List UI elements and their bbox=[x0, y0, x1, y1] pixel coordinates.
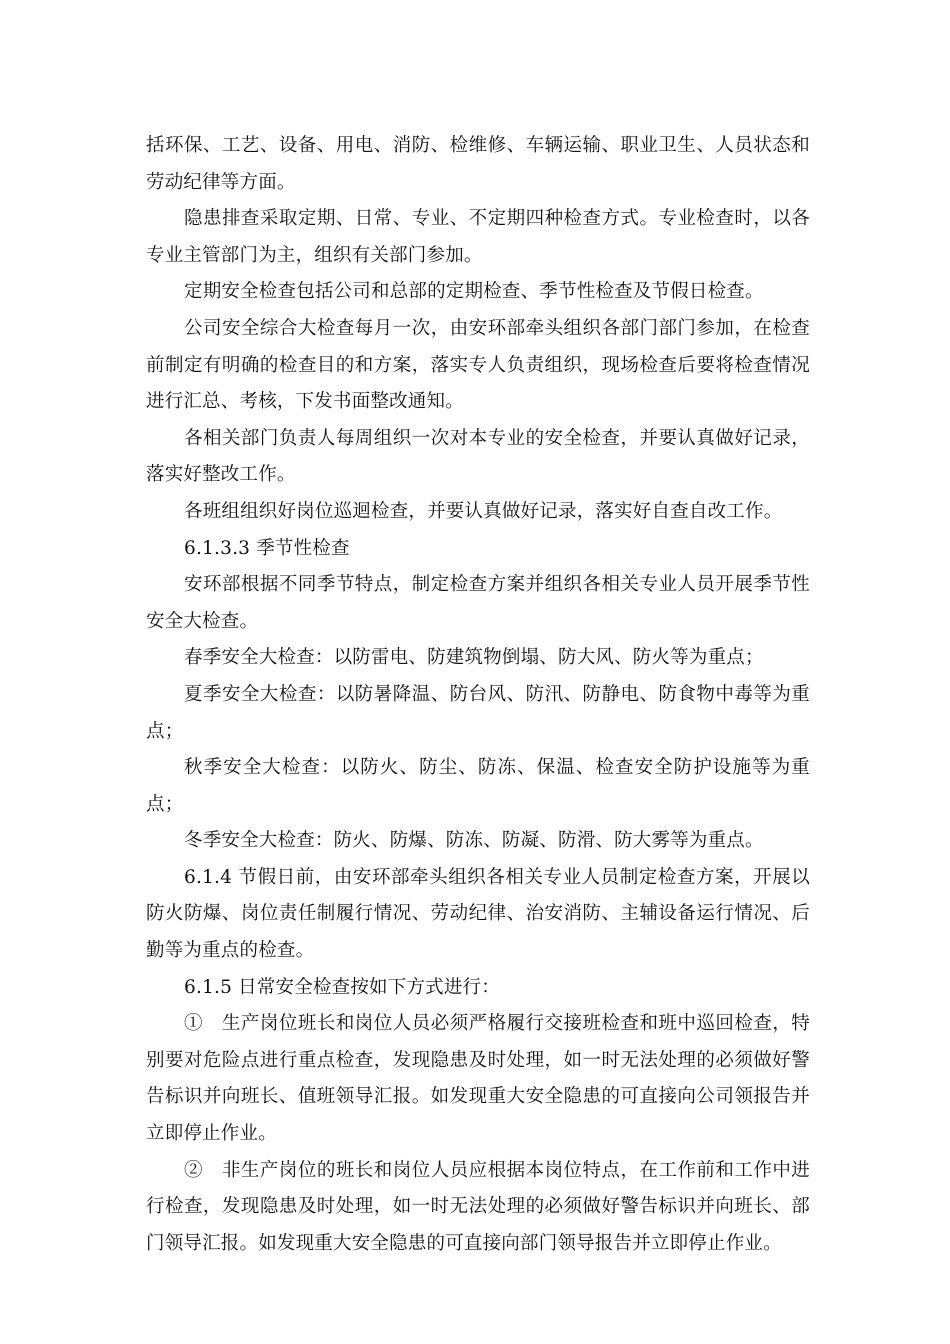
paragraph-autumn: 秋季安全大检查：以防火、防尘、防冻、保温、检查安全防护设施等为重点； bbox=[146, 757, 810, 815]
paragraph-periodic-inspection: 定期安全检查包括公司和总部的定期检查、季节性检查及节假日检查。 bbox=[184, 281, 764, 303]
paragraph-summer: 夏季安全大检查：以防暑降温、防台风、防汛、防静电、防食物中毒等为重点； bbox=[146, 683, 810, 742]
document-page bbox=[146, 128, 810, 1262]
paragraph-scope-continued: 括环保、工艺、设备、用电、消防、检维修、车辆运输、职业卫生、人员状态和劳动纪律等方面。 bbox=[146, 135, 810, 193]
section-heading-seasonal: 6.1.3.3 季节性检查 bbox=[184, 537, 350, 559]
paragraph-monthly-inspection: 公司安全综合大检查每月一次，由安环部牵头组织各部门部门参加，在检查前制定有明确的检查目的和方案，落实专人负责组织，现场检查后要将检查情况进行汇总、考核，下发书面整改通知。 bbox=[146, 317, 810, 413]
paragraph-production-post: ① 生产岗位班长和岗位人员必须严格履行交接班检查和班中巡回检查，特别要对危险点进行重点检查，发现隐患及时处理，如一时无法处理的必须做好警告标识并向班长、值班领导汇报。如发现重大安全隐患的可直接向公司领报告并立即停止作业。 bbox=[146, 1013, 810, 1145]
paragraph-weekly-inspection: 各相关部门负责人每周组织一次对本专业的安全检查，并要认真做好记录，落实好整改工作。 bbox=[146, 427, 810, 486]
paragraph-holiday-inspection: 6.1.4 节假日前，由安环部牵头组织各相关专业人员制定检查方案，开展以防火防爆、岗位责任制履行情况、劳动纪律、治安消防、主辅设备运行情况、后勤等为重点的检查。 bbox=[146, 866, 810, 962]
paragraph-inspection-methods: 隐患排查采取定期、日常、专业、不定期四种检查方式。专业检查时，以各专业主管部门为主，组织有关部门参加。 bbox=[146, 208, 810, 266]
paragraph-winter: 冬季安全大检查：防火、防爆、防冻、防凝、防滑、防大雾等为重点。 bbox=[184, 830, 764, 852]
paragraph-team-inspection: 各班组组织好岗位巡迴检查，并要认真做好记录，落实好自查自改工作。 bbox=[184, 500, 783, 522]
paragraph-daily-inspection-heading: 6.1.5 日常安全检查按如下方式进行： bbox=[184, 976, 500, 998]
paragraph-seasonal-intro: 安环部根据不同季节特点，制定检查方案并组织各相关专业人员开展季节性安全大检查。 bbox=[146, 574, 810, 632]
paragraph-spring: 春季安全大检查：以防雷电、防建筑物倒塌、防大风、防火等为重点； bbox=[184, 647, 764, 669]
paragraph-non-production-post: ② 非生产岗位的班长和岗位人员应根据本岗位特点，在工作前和工作中进行检查，发现隐患及时处理，如一时无法处理的必须做好警告标识并向班长、部门领导汇报。如发现重大安全隐患的可直接向部门领导报告并立即停止作业。 bbox=[146, 1159, 810, 1254]
